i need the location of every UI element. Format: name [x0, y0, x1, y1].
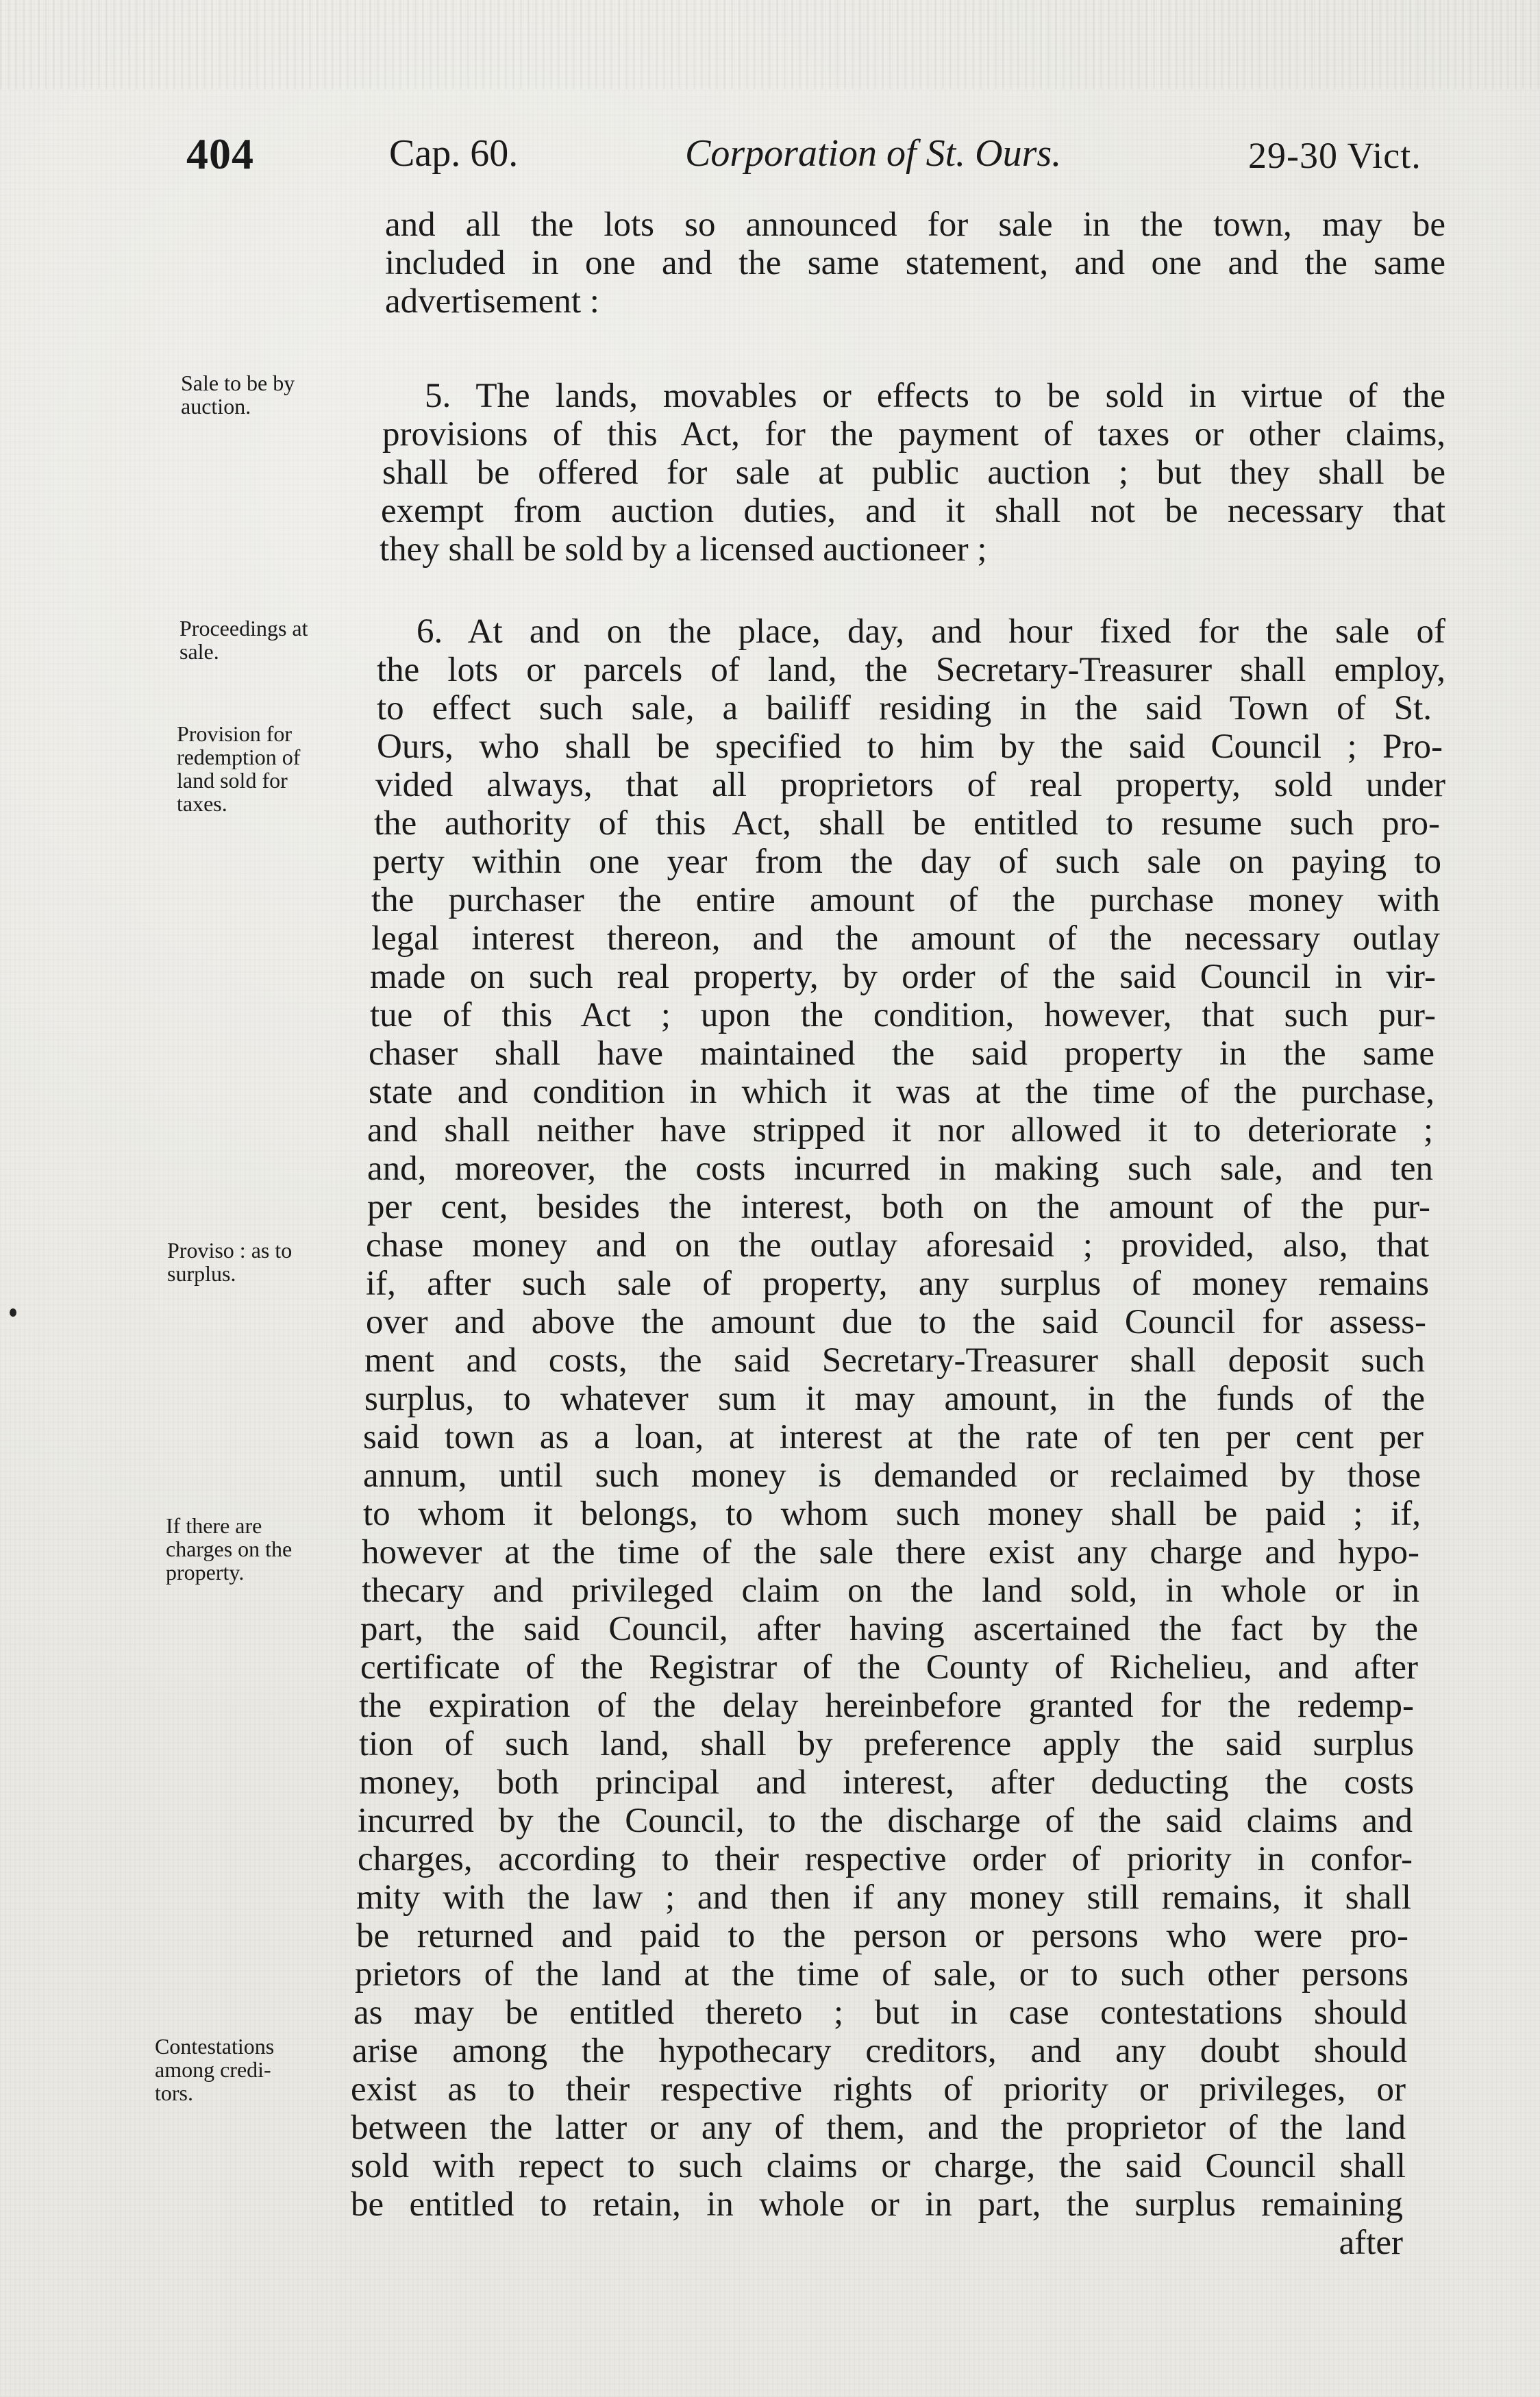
body-line: incurred by the Council, to the discharge of the said claims and: [358, 1802, 1413, 1840]
body-line: chase money and on the outlay aforesaid ; provided, also, that: [366, 1226, 1429, 1265]
body-line: the lots or parcels of land, the Secretary-Treasurer shall employ,: [377, 651, 1445, 689]
marginal-note-line: If there are: [166, 1513, 262, 1538]
marginal-note-line: Provision for: [177, 721, 292, 746]
body-line: vided always, that all proprietors of real property, sold under: [375, 766, 1445, 804]
body-line: made on such real property, by order of the said Council in vir-: [370, 958, 1436, 996]
body-line: be returned and paid to the person or persons who were pro-: [356, 1917, 1408, 1955]
chapter-label: Cap. 60.: [389, 132, 519, 175]
page-header: [0, 129, 1540, 184]
body-line: tue of this Act ; upon the condition, however, that such pur-: [370, 996, 1436, 1034]
body-line: and, moreover, the costs incurred in making such sale, and ten: [367, 1150, 1433, 1188]
body-line: annum, until such money is demanded or reclaimed by those: [363, 1456, 1421, 1495]
body-line: certificate of the Registrar of the County of Richelieu, and after: [360, 1648, 1418, 1687]
marginal-note-charges-on-property: [166, 1514, 292, 1584]
body-line: surplus, to whatever sum it may amount, in the funds of the: [364, 1380, 1425, 1418]
marginal-note-line: Contestations: [155, 2034, 275, 2059]
body-line: the authority of this Act, shall be entitled to resume such pro-: [374, 804, 1440, 843]
body-line: after: [1339, 2224, 1403, 2262]
body-line: per cent, besides the interest, both on the amount of the pur-: [367, 1188, 1430, 1226]
marginal-note-line: Sale to be by: [181, 371, 295, 395]
marginal-note-sale-by-auction: [181, 371, 295, 418]
body-line: to effect such sale, a bailiff residing in the said Town of St.: [377, 689, 1432, 728]
marginal-note-line: land sold for: [177, 768, 288, 793]
body-line: to whom it belongs, to whom such money shall be paid ; if,: [363, 1495, 1421, 1533]
body-line: arise among the hypothecary creditors, and any doubt should: [352, 2032, 1407, 2070]
body-line: as may be entitled thereto ; but in case contestations should: [353, 1994, 1407, 2032]
body-line: tion of such land, shall by preference apply the said surplus: [359, 1725, 1414, 1763]
body-line: mity with the law ; and then if any money still remains, it shall: [356, 1878, 1411, 1917]
marginal-note-line: sale.: [179, 639, 219, 664]
marginal-note-line: redemption of: [177, 745, 301, 769]
body-line: thecary and privileged claim on the land sold, in whole or in: [362, 1572, 1419, 1610]
body-line: they shall be sold by a licensed auctioneer ;: [380, 530, 987, 569]
body-line: chaser shall have maintained the said property in the same: [369, 1034, 1435, 1073]
body-line: between the latter or any of them, and the proprietor of the land: [351, 2109, 1406, 2147]
marginal-note-line: taxes.: [177, 791, 227, 816]
body-line: prietors of the land at the time of sale, or to such other persons: [355, 1955, 1408, 1994]
body-line: exist as to their respective rights of priority or privileges, or: [351, 2070, 1406, 2109]
marginal-note-proceedings-at-sale: [179, 617, 308, 663]
running-title: Corporation of St. Ours.: [685, 132, 1062, 175]
body-line: however at the time of the sale there exist any charge and hypo-: [362, 1533, 1419, 1572]
body-line: shall be offered for sale at public auction ; but they shall be: [382, 454, 1445, 492]
body-line: 5. The lands, movables or effects to be sold in virtue of the: [425, 377, 1445, 415]
body-line: ment and costs, the said Secretary-Treasurer shall deposit such: [364, 1341, 1425, 1380]
body-line: be entitled to retain, in whole or in part, the surplus remaining: [351, 2185, 1403, 2224]
body-line: the purchaser the entire amount of the purchase money with: [371, 881, 1440, 919]
scan-noise-band: [0, 0, 1540, 89]
marginal-note-line: property.: [166, 1560, 245, 1585]
body-line: charges, according to their respective order of priority in confor-: [358, 1840, 1413, 1878]
marginal-note-line: surplus.: [167, 1261, 236, 1286]
body-line: included in one and the same statement, and one and the same: [385, 244, 1445, 282]
marginal-note-line: charges on the: [166, 1537, 293, 1561]
marginal-note-proviso-surplus: [167, 1239, 292, 1285]
regnal-year: 29-30 Vict.: [1248, 135, 1421, 176]
body-line: 6. At and on the place, day, and hour fixed for the sale of: [417, 612, 1445, 651]
body-line: over and above the amount due to the said Council for assess-: [366, 1303, 1426, 1341]
body-line: and shall neither have stripped it nor allowed it to deteriorate ;: [367, 1111, 1433, 1150]
marginal-note-line: auction.: [181, 394, 251, 419]
body-line: Ours, who shall be specified to him by the said Council ; Pro-: [377, 728, 1443, 766]
body-line: sold with repect to such claims or charge, the said Council shall: [351, 2147, 1406, 2185]
ink-speck: [10, 1308, 16, 1317]
body-line: perty within one year from the day of such sale on paying to: [373, 843, 1441, 881]
body-line: state and condition in which it was at the time of the purchase,: [369, 1073, 1435, 1111]
marginal-note-line: among credi-: [155, 2057, 271, 2082]
body-line: and all the lots so announced for sale in the town, may be: [385, 206, 1445, 244]
page-number: 404: [186, 129, 254, 178]
marginal-note-provision-for-redemption: [177, 722, 300, 815]
body-line: said town as a loan, at interest at the rate of ten per cent per: [363, 1418, 1424, 1456]
body-line: if, after such sale of property, any surplus of money remains: [366, 1265, 1429, 1303]
body-line: money, both principal and interest, after deducting the costs: [359, 1763, 1414, 1802]
marginal-note-line: tors.: [155, 2081, 193, 2105]
marginal-note-line: Proceedings at: [179, 616, 308, 641]
body-line: exempt from auction duties, and it shall not be necessary that: [381, 492, 1445, 530]
body-line: legal interest thereon, and the amount of the necessary outlay: [371, 919, 1440, 958]
body-line: advertisement :: [385, 282, 599, 321]
body-line: part, the said Council, after having ascertained the fact by the: [360, 1610, 1418, 1648]
body-line: provisions of this Act, for the payment of taxes or other claims,: [382, 415, 1445, 454]
marginal-note-line: Proviso : as to: [167, 1238, 293, 1263]
marginal-note-contestations-among-creditors: [155, 2035, 274, 2104]
body-line: the expiration of the delay hereinbefore granted for the redemp-: [359, 1687, 1414, 1725]
